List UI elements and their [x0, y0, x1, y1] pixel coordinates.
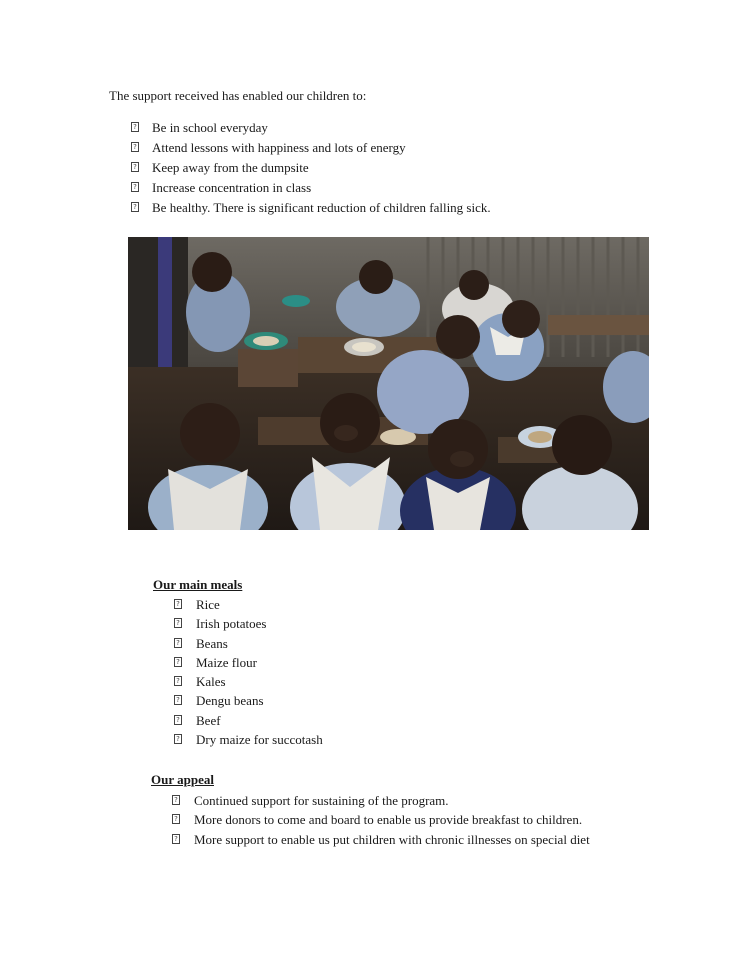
meal-item: ? Kales	[174, 672, 474, 691]
bullet-icon: ?	[131, 182, 139, 192]
meal-item: ? Dry maize for succotash	[174, 730, 474, 749]
meals-list	[174, 595, 474, 749]
appeal-list	[172, 791, 602, 849]
bullet-icon: ?	[174, 599, 182, 609]
bullet-icon: ?	[131, 162, 139, 172]
meal-item: ? Irish potatoes	[174, 614, 474, 633]
benefit-item: ? Be healthy. There is significant reduction of children falling sick.	[131, 198, 611, 218]
appeal-item: ? Continued support for sustaining of the program.	[172, 791, 602, 810]
benefit-item: ? Increase concentration in class	[131, 178, 611, 198]
bullet-icon: ?	[174, 657, 182, 667]
bullet-icon: ?	[174, 734, 182, 744]
meals-heading: Our main meals	[153, 577, 243, 592]
meal-item: ? Beef	[174, 711, 474, 730]
bullet-icon: ?	[174, 715, 182, 725]
meal-item: ? Rice	[174, 595, 474, 614]
benefit-item: ? Be in school everyday	[131, 118, 611, 138]
appeal-item: ? More support to enable us put children with chronic illnesses on special diet	[172, 830, 602, 849]
intro-text: The support received has enabled our children to:	[109, 88, 367, 103]
bullet-icon: ?	[131, 122, 139, 132]
meal-item: ? Beans	[174, 634, 474, 653]
benefit-item: ? Attend lessons with happiness and lots of energy	[131, 138, 611, 158]
benefit-item: ? Keep away from the dumpsite	[131, 158, 611, 178]
bullet-icon: ?	[172, 795, 180, 805]
benefits-list	[131, 118, 611, 218]
bullet-icon: ?	[174, 618, 182, 628]
appeal-heading: Our appeal	[151, 772, 214, 787]
classroom-photo	[128, 237, 649, 530]
meal-item: ? Maize flour	[174, 653, 474, 672]
bullet-icon: ?	[174, 695, 182, 705]
meal-item: ? Dengu beans	[174, 691, 474, 710]
bullet-icon: ?	[174, 676, 182, 686]
bullet-icon: ?	[172, 834, 180, 844]
appeal-item: ? More donors to come and board to enable us provide breakfast to children.	[172, 810, 602, 829]
bullet-icon: ?	[131, 202, 139, 212]
bullet-icon: ?	[131, 142, 139, 152]
children-eating-image	[128, 237, 649, 530]
bullet-icon: ?	[174, 638, 182, 648]
bullet-icon: ?	[172, 814, 180, 824]
